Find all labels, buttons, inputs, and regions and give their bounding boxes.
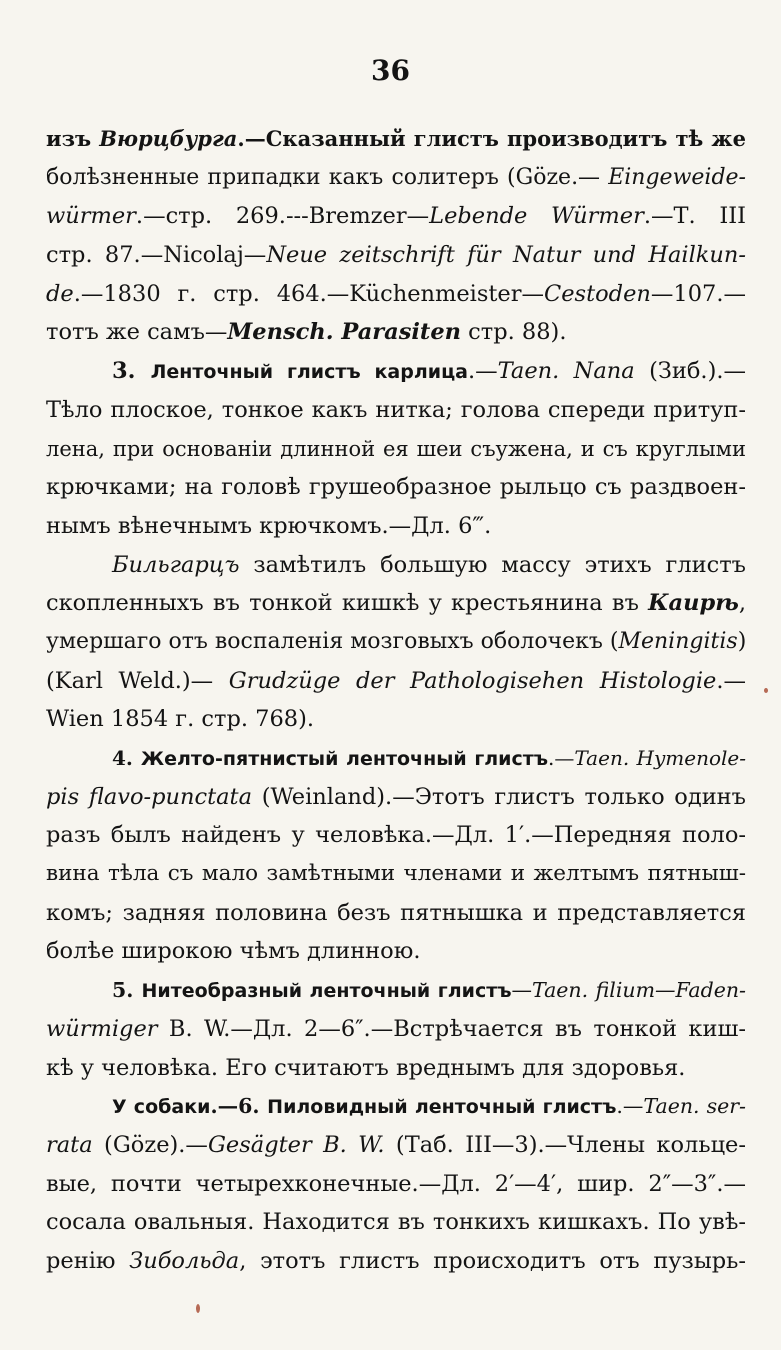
text-line <box>46 894 746 933</box>
body-text <box>46 120 746 1281</box>
text-run: нымъ вѣнечнымъ крючкомъ.—Дл. 6‴. <box>46 512 492 539</box>
text-line <box>46 507 746 546</box>
text-line <box>46 971 746 1010</box>
text-line <box>46 1049 746 1088</box>
text-run: Вюрцбурга <box>99 126 238 151</box>
text-run: de <box>46 280 74 307</box>
text-line <box>46 313 746 352</box>
section-heading: Желто-пятнистый ленточный глистъ <box>140 748 549 770</box>
text-run: Lebende Würmer <box>429 203 644 230</box>
text-line <box>46 430 746 469</box>
text-line <box>46 855 746 894</box>
text-run: крючками; на головѣ грушеобразное рыльцо съ раздвоен- <box>46 474 746 501</box>
text-run: .—Сказанный глистъ производитъ тѣ же <box>237 126 746 151</box>
text-run: (Karl Weld.)— <box>46 667 229 694</box>
text-run: .— <box>716 667 746 694</box>
text-run: Gesägter B. W. <box>207 1131 385 1158</box>
text-run: (Таб. III—3).—Члены кольце- <box>384 1131 746 1158</box>
text-line <box>46 468 746 507</box>
text-line <box>46 1126 746 1165</box>
text-run: (Зиб.).— <box>634 358 747 385</box>
ink-speck <box>196 1304 200 1313</box>
text-run: würmiger <box>46 1015 158 1042</box>
text-run: замѣтилъ большую массу этихъ глистъ <box>239 551 746 578</box>
text-run: стр. 88). <box>461 319 567 346</box>
text-line <box>46 816 746 855</box>
text-run: .— <box>548 746 575 770</box>
text-run: 4. <box>112 746 141 770</box>
text-line <box>46 159 746 198</box>
text-line <box>46 275 746 314</box>
page-number: 36 <box>371 54 410 87</box>
text-run: Taen. Hymenole- <box>574 746 746 770</box>
text-run: — <box>511 978 532 1003</box>
text-run: .—1830 г. стр. 464.—Küchenmeister— <box>73 280 545 307</box>
text-run: rata <box>46 1131 93 1158</box>
text-run: лена, при основаніи длинной ея шеи съужена, и съ круглыми <box>46 436 746 461</box>
text-run: разъ былъ найденъ у человѣка.—Дл. 1′.—Передняя поло- <box>46 822 746 849</box>
text-run: (Göze).— <box>92 1131 208 1158</box>
text-run: вина тѣла съ мало замѣтными членами и желтымъ пятныш- <box>46 861 746 887</box>
text-line <box>46 1242 746 1281</box>
text-run: болѣзненные припадки какъ солитеръ (Göze.— <box>46 164 609 190</box>
text-run: Eingeweide- <box>608 164 746 190</box>
text-run: , этотъ глистъ происходитъ отъ пузырь- <box>239 1247 746 1274</box>
text-run: 3. <box>112 358 151 385</box>
text-run: сосала овальныя. Находится въ тонкихъ кишкахъ. По увѣ- <box>46 1209 746 1236</box>
text-run: Taen. Nana <box>497 358 635 385</box>
text-run: Зибольда <box>129 1247 240 1274</box>
text-line <box>46 1010 746 1049</box>
text-run: умершаго отъ воспаленія мозговыхъ оболочекъ ( <box>46 628 619 654</box>
text-run: болѣе широкою чѣмъ длинною. <box>46 938 421 965</box>
text-run: Тѣло плоское, тонкое какъ нитка; голова спереди притуп- <box>46 396 746 423</box>
text-line <box>46 391 746 430</box>
text-run: кѣ у человѣка. Его считаютъ вреднымъ для здоровья. <box>46 1054 686 1081</box>
text-run: скопленныхъ въ тонкой кишкѣ у крестьянина въ <box>46 590 649 617</box>
text-line <box>46 932 746 971</box>
text-run: Taen. filium—Faden- <box>532 978 746 1003</box>
text-line <box>46 662 746 701</box>
text-line <box>46 236 746 275</box>
text-run: , <box>738 590 746 617</box>
section-heading: У собаки <box>112 1096 211 1119</box>
text-run: ренію <box>46 1247 130 1274</box>
text-line <box>46 546 746 585</box>
text-run: Taen. ser- <box>643 1094 746 1119</box>
text-run: .— <box>467 358 498 385</box>
text-run: —107.— <box>650 280 746 307</box>
text-run: B. W.—Дл. 2—6″.—Встрѣчается въ тонкой киш- <box>157 1015 746 1042</box>
text-run: вые, почти четырехконечные.—Дл. 2′—4′, шир. 2″—3″.— <box>46 1170 746 1197</box>
text-run: Meningitis <box>618 628 738 654</box>
text-run: тотъ же самъ— <box>46 319 228 346</box>
text-line <box>46 778 746 817</box>
text-run: изъ <box>46 126 100 151</box>
text-line <box>46 120 746 159</box>
text-line <box>46 1165 746 1204</box>
text-run: .—6. <box>210 1094 268 1119</box>
text-run: ) <box>737 628 747 654</box>
text-line <box>46 700 746 739</box>
text-run: .— <box>616 1094 644 1119</box>
section-heading: Пиловидный ленточный глистъ <box>267 1096 617 1119</box>
text-run: 5. <box>112 978 142 1003</box>
text-run: Mensch. Parasiten <box>227 319 461 346</box>
text-run: Бильгарцъ <box>112 551 240 578</box>
text-run: Каирѣ <box>648 590 739 617</box>
section-heading: Нитеобразный ленточный глистъ <box>141 980 512 1003</box>
text-run: Grudzüge der Pathologisehen Histologie <box>228 667 717 694</box>
text-run: .—стр. 269.---Bremzer— <box>135 203 430 230</box>
text-line <box>46 352 746 391</box>
text-run: (Weinland).—Этотъ глистъ только одинъ <box>252 783 746 810</box>
text-run: würmer <box>46 203 136 230</box>
text-run: Wien 1854 г. стр. 768). <box>46 706 315 733</box>
text-run: Neue zeitschrift für Natur und Hailkun- <box>266 242 747 269</box>
text-line <box>46 584 746 623</box>
text-run: стр. 87.—Nicolaj— <box>46 242 267 269</box>
text-run: pis flavo-punctata <box>46 783 253 810</box>
section-heading: Ленточный глистъ карлица <box>150 361 468 384</box>
text-run: Cestoden <box>544 280 651 307</box>
text-line <box>46 1087 746 1126</box>
text-run: .—Т. III <box>643 203 746 230</box>
text-line <box>46 739 746 778</box>
text-line <box>46 623 746 662</box>
ink-speck <box>764 688 768 693</box>
text-line <box>46 197 746 236</box>
text-run: комъ; задняя половина безъ пятнышка и представляется <box>46 899 746 926</box>
text-line <box>46 1203 746 1242</box>
